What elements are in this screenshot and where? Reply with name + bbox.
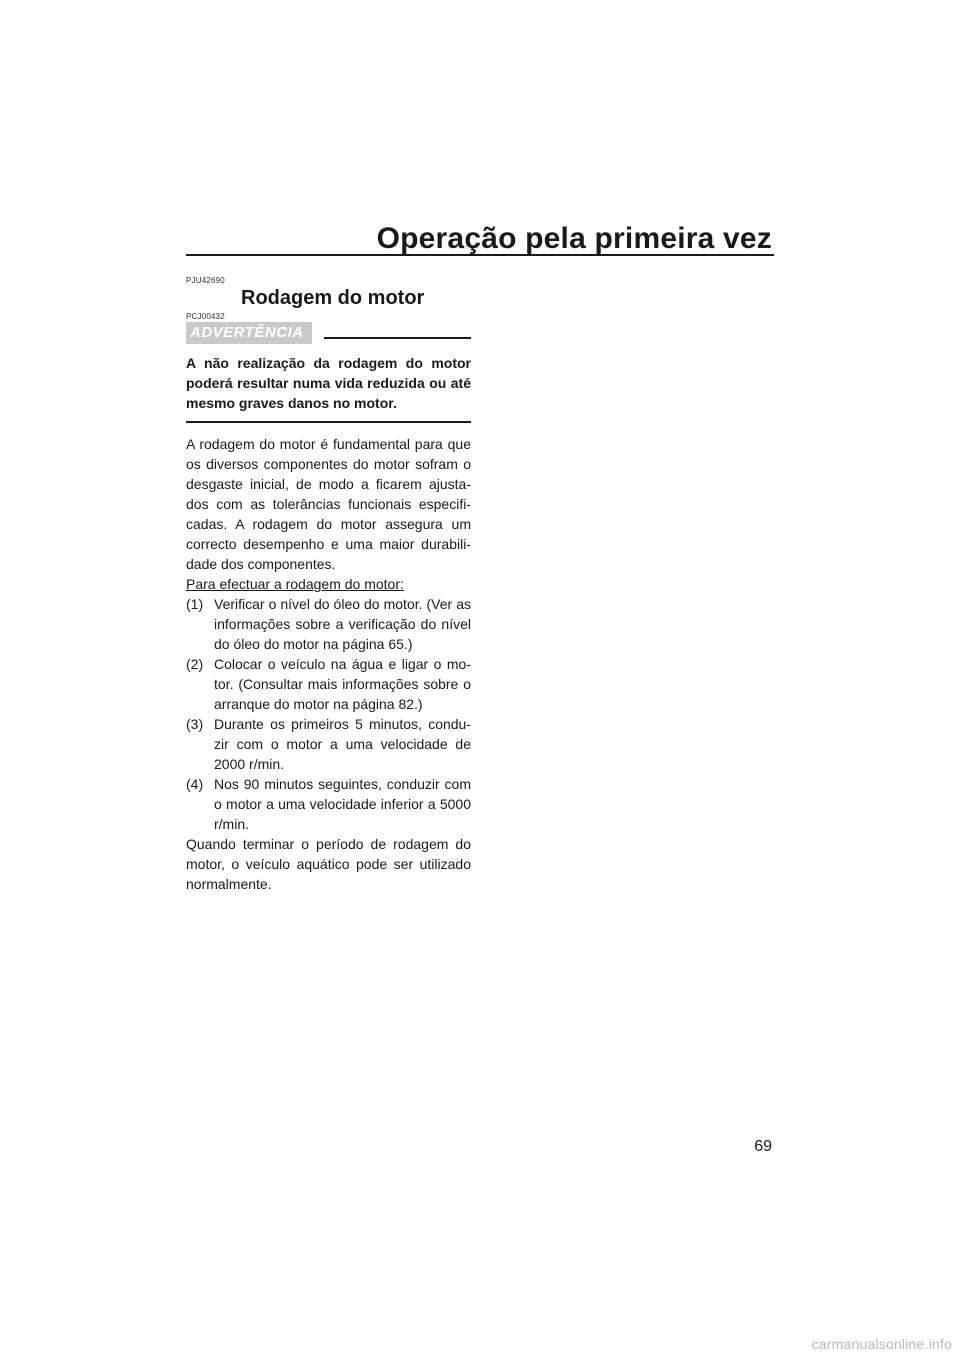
warning-text: A não realização da rodagem do motor poderá resultar numa vida reduzida ou até mesmo graves danos no motor. [186,353,471,423]
procedure-step [186,594,471,654]
procedure-step [186,654,471,714]
warning-rule [324,337,471,339]
page-number: 69 [754,1138,772,1155]
step-number: (2) [186,656,204,672]
step-number: (1) [186,596,204,612]
warning-code: PCJ00432 [186,312,225,321]
step-number: (3) [186,716,204,732]
header-rule [186,254,774,256]
warning-header [186,322,471,344]
step-text: Verificar o nível do óleo do motor. (Ver as informações sobre a verificação do nível do óleo do motor na página 65.) [214,596,471,652]
content-column [186,276,471,894]
section-code: PJU42690 [186,276,225,285]
intro-paragraph: A rodagem do motor é fundamental para que os diversos componentes do motor sofram o desgaste inicial, de modo a ficarem ajusta-dos com as tolerâncias funcionais especifi-cadas. A rodagem do motor assegura um correcto desempenho e uma maior durabili-dade dos componentes. [186,436,471,572]
procedure-step [186,774,471,834]
procedure-title: Para efectuar a rodagem do motor: [186,576,404,592]
procedure-step [186,714,471,774]
step-text: Nos 90 minutos seguintes, conduzir com o motor a uma velocidade inferior a 5000 r/min. [214,776,471,832]
step-text: Durante os primeiros 5 minutos, condu-zir com o motor a uma velocidade de 2000 r/min. [214,716,471,772]
warning-label: ADVERTÊNCIA [186,322,312,344]
watermark: carmanualsonline.info [811,1336,952,1352]
step-text: Colocar o veículo na água e ligar o mo-tor. (Consultar mais informações sobre o arranque do motor na página 82.) [214,656,471,712]
closing-paragraph: Quando terminar o período de rodagem do motor, o veículo aquático pode ser utilizado normalmente. [186,836,471,892]
procedure-steps [186,594,471,834]
section-title: Rodagem do motor [241,287,425,309]
chapter-title: Operação pela primeira vez [376,222,772,255]
step-number: (4) [186,776,204,792]
